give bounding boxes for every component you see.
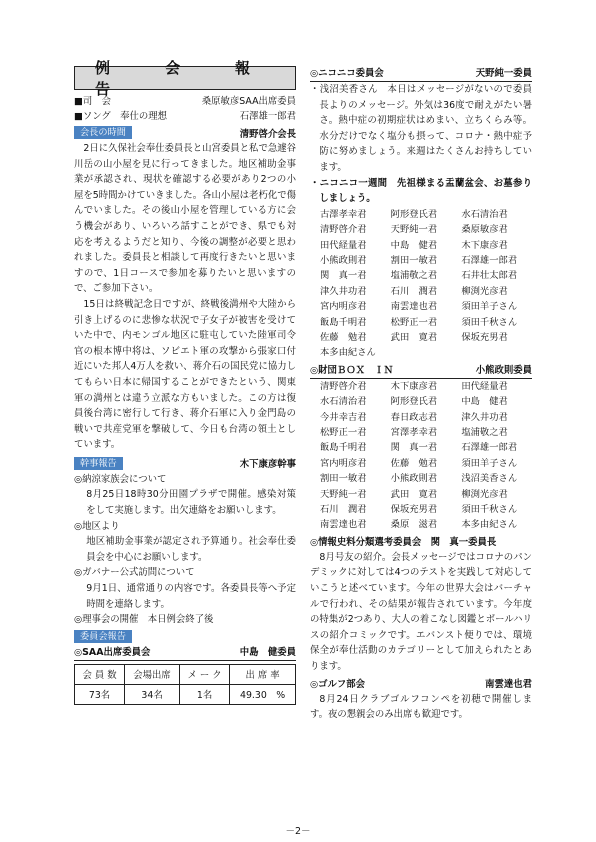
member-name: 清野啓介君 (320, 380, 367, 392)
member-name: 石澤雄一郎君 (461, 442, 518, 454)
member-name: 天野純一君 (390, 224, 438, 236)
member-name: 須田羊子さん (461, 457, 518, 469)
member-name: 春日政志君 (390, 411, 438, 423)
member-name: 保坂充男君 (461, 332, 508, 343)
attendance-header-cell: 会場出席 (125, 664, 180, 684)
member-name: 田代経量君 (320, 239, 367, 251)
member-name: 水石清治君 (320, 396, 367, 408)
member-name: 清野啓介君 (320, 224, 367, 236)
member-name: 関 真一君 (390, 442, 438, 454)
member-name: 石澤雄一郎君 (461, 254, 518, 266)
member-name: 宮内明彦君 (320, 301, 367, 313)
member-name: 南雲達也君 (320, 519, 367, 531)
member-name: 須田羊子さん (461, 301, 518, 313)
member-name: 関 真一君 (320, 270, 367, 282)
mc-label: ■司 会 (74, 96, 111, 107)
member-name: 田代経量君 (461, 380, 508, 392)
attendance-table (74, 664, 296, 705)
member-name: 木下康彦君 (390, 380, 438, 392)
member-name: 保坂充男君 (390, 504, 438, 516)
member-name: 飯島千明君 (320, 442, 367, 454)
member-name: 桑原 滋君 (390, 519, 438, 531)
kanji-item-3-head: ◎ガバナー公式訪問について (74, 567, 195, 579)
attendance-value-cell: 73名 (75, 684, 125, 704)
member-name: 水石清治君 (461, 208, 508, 220)
song-row (74, 109, 296, 124)
nikoniko-message: ・浅沼美香さん 本日はメッセージがないので委員長よりのメッセージ。外気は36度で耐えがたい暑さ。熱中症の初期症状はめまい、立ちくらみ等。水分だけでなく塩分も摂って、コロナ・熱中症予防に努めましょう。来週はたくさんお持ちしています。 (310, 84, 532, 173)
kanji-item-2-body: 地区補助金事業が認定され予算通り。社会奉仕委員会を中心にお願いします。 (86, 536, 296, 563)
member-name: 柳渕光彦君 (461, 285, 508, 297)
member-name: 阿形登氏君 (390, 396, 438, 408)
member-name: 石井壮太郎君 (461, 270, 518, 282)
attendance-header-cell: 出 席 率 (230, 664, 296, 684)
kanji-item-1-body: 8月25日18時30分田園プラザで開催。感染対策をして実施します。出欠連絡をお願いします。 (86, 489, 296, 517)
kanji-name: 木下康彦幹事 (239, 459, 296, 471)
member-name: 松野正一君 (320, 427, 367, 439)
member-name: 天野純一君 (320, 488, 367, 500)
song-value: 石澤雄一郎君 (239, 111, 296, 122)
box-head: ◎財団ＢＯＸ ＩＮ (310, 364, 394, 376)
president-name: 清野啓介会長 (239, 128, 296, 140)
saa-head: ◎SAA出席委員会 (74, 646, 151, 658)
attendance-value-cell: 1名 (180, 684, 230, 704)
page-number: －2－ (285, 826, 311, 837)
box-names (310, 379, 532, 533)
president-paragraph-2: 15日は終戦記念日ですが、終戦後満州や大陸から引き上げるのに悲惨な状況で子女子が被害を受けていた中で、内モンゴル地区に駐屯していた陸軍司令官の根本博中将は、ソビエト軍の攻撃から張家口付近にいた邦人4万人を救い、蒋介石の国民党に協力してもらい日本に帰国することができたという、関東軍の満州とは違う立派な方もいました。この方は復員後台湾に密行して行き、蒋介石軍に入り金門島の戦いで共産党軍を撃破して、今日も台湾の領土としています。 (74, 298, 296, 451)
attendance-value-row (75, 684, 296, 704)
member-name: 割田一敏君 (390, 254, 438, 266)
member-name: 木下康彦君 (461, 239, 508, 251)
member-name: 塩浦敬之君 (390, 270, 438, 282)
kanji-item-4-head: ◎理事会の開催 本日例会終了後 (74, 614, 214, 626)
kanji-label: 幹事報告 (74, 457, 123, 470)
mc-value: 桑原敏彦SAA出席委員 (201, 96, 296, 107)
member-name: 須田千秋さん (461, 316, 518, 328)
member-name: 宮内明彦君 (320, 457, 367, 469)
saa-header (74, 645, 296, 661)
attendance-value-cell: 34名 (125, 684, 180, 704)
left-column (74, 59, 306, 705)
member-name: 浅沼美香さん (461, 473, 518, 485)
member-name: 石川 潤君 (390, 285, 438, 297)
member-name: 武田 寛君 (390, 488, 438, 500)
member-name: 塩浦敬之君 (461, 427, 508, 439)
kanji-item-2-head: ◎地区より (74, 520, 120, 532)
committee-header (74, 629, 296, 644)
member-name: 須田千秋さん (461, 504, 518, 516)
golf-body: 8月24日クラブゴルフコンペを初穂で開催します。夜の懇親会のみ出席も歓迎です。 (310, 693, 532, 721)
box-header (310, 363, 532, 379)
president-header (74, 125, 296, 140)
info-header (310, 535, 532, 550)
attendance-header-cell: メ ー ク (180, 664, 230, 684)
president-paragraph-1: 2日に久保社会奉仕委員長と山宮委員と私で急遽谷川岳の山小屋を見に行ってきました。地区補助金事業が承認され、現状を確認する必要があり2つの小屋を5時間かけていきました。各山小屋は老朽化で傷んでいました。その後山小屋を管理している方に会う機会があり、いろいろ話すことができ、県でも対応を考えるようだと知り、今後の調整が必要と思われました。委員長と相談して再度行きたいと思いますので、1日コースで参加を募りたいと思いますので、ご参加下さい。 (74, 143, 296, 295)
golf-header (310, 677, 532, 692)
nikoniko-head: ◎ニコニコ委員会 (310, 68, 384, 79)
kanji-item-3-body: 9月1日、通常通りの内容です。各委員長等へ予定時間を連絡します。 (86, 583, 296, 610)
saa-name: 中島 健委員 (239, 646, 296, 658)
member-name: 桑原敏彦君 (461, 224, 508, 236)
member-name: 小熊政則君 (390, 473, 438, 485)
box-name: 小熊政則委員 (475, 364, 532, 376)
nikoniko-name: 天野純一委員 (475, 68, 532, 79)
nikoniko-header (310, 66, 532, 82)
member-name: 中島 健君 (390, 239, 438, 251)
member-name: 南雲達也君 (390, 301, 438, 313)
attendance-header-cell: 会 員 数 (75, 664, 125, 684)
member-name: 佐藤 勉君 (320, 332, 367, 343)
member-name: 本多由紀さん (461, 519, 518, 531)
member-name: 武田 寛君 (390, 332, 438, 343)
member-name: 中島 健君 (461, 396, 508, 408)
attendance-value-cell: 49.30 % (230, 684, 296, 704)
member-name: 飯島千明君 (320, 316, 367, 328)
member-name: 石川 潤君 (320, 504, 367, 516)
golf-head: ◎ゴルフ部会 (310, 678, 366, 690)
song-label: ■ソング 奉仕の理想 (74, 111, 168, 122)
info-head: ◎情報史料分類選考委員会 関 真一委員長 (310, 536, 497, 548)
member-name: 小熊政則君 (320, 254, 367, 266)
page-title: 例 会 報 告 (74, 66, 296, 90)
golf-name: 南雲達也君 (485, 678, 532, 690)
committee-label: 委員会報告 (74, 630, 132, 643)
member-name: 古澤孝幸君 (320, 208, 367, 220)
member-name: 割田一敏君 (320, 473, 367, 485)
member-name: 柳渕光彦君 (461, 488, 508, 500)
info-body: 8月号友の紹介。会長メッセージではコロナのパンデミックに対しては4つのテストを実践して対応していこうと述べています。今年の世界大会はバーチャルで行われ、その結果が報告されています。今年度の特集が2つあり、大人の着こなし図鑑とボールハリスの紹介コミックです。エバンスト便りでは、環境保全が奉仕活動のカテゴリーとして加えられたとあります。 (310, 551, 532, 673)
member-name: 佐藤 勉君 (390, 457, 438, 469)
member-name: 本多由紀さん (320, 347, 376, 359)
nikoniko-names (310, 207, 532, 361)
member-name: 宮澤孝幸君 (390, 427, 438, 439)
member-name: 津久井功君 (461, 411, 508, 423)
member-name: 松野正一君 (390, 316, 438, 328)
attendance-header-row (75, 664, 296, 684)
nikoniko-week: ・ニコニコ一週間 先祖様まる盂蘭盆会、お墓参りしましょう。 (310, 177, 532, 205)
member-name: 今井幸吉君 (320, 411, 367, 423)
member-name: 阿形登氏君 (390, 208, 438, 220)
kanji-header (74, 456, 296, 471)
president-label: 会長の時間 (74, 126, 132, 139)
member-name: 津久井功君 (320, 285, 367, 297)
right-column (310, 66, 532, 723)
kanji-item-1-head: ◎納涼家族会について (74, 473, 167, 485)
